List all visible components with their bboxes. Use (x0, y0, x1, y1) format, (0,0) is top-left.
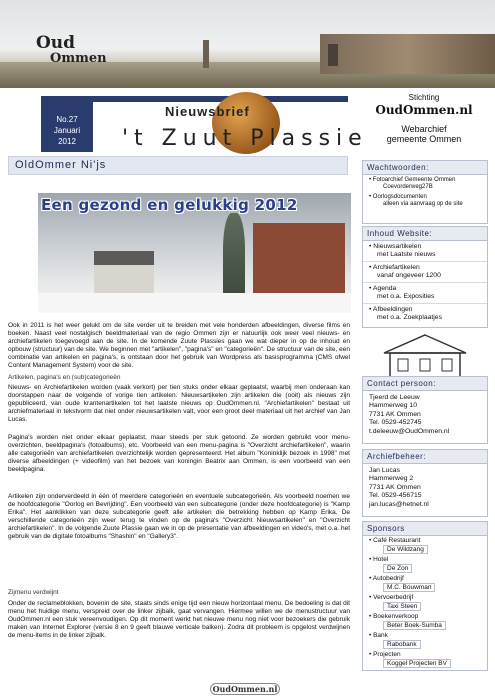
sponsor-item[interactable]: • Boekenverkoop Beter Boek-Sumba (363, 612, 487, 631)
sidebar-site-name[interactable]: OudOmmen.nl (375, 103, 473, 117)
sponsor-name: Beter Boek-Sumba (383, 621, 446, 631)
archive-manager-details (363, 464, 487, 512)
sponsor-category: Bank (373, 632, 388, 639)
logo-line-1: Oud (36, 33, 76, 53)
sponsor-name: De Wildzang (383, 545, 428, 555)
article-paragraph-2: Nieuws- en Archiefartikelen worden (vaak verkort) per tien stuks onder elkaar geplaatst, waarbij men onderaan kan doorstappen naar de volgende of vorige tien artikelen. Nieuwsartikelen zijn artikelen die (ooit) als nieuws zijn gepubliceerd, van oude krantenartikelen tot het laatste nieuws op OudOmmen.nl. "Archiefartikelen" bestaat uit archiefmateriaal in tekstvorm dat niet onder nieuwsartikelen valt, voor een groot deel materiaal uit het archief van Jan Lucas. (8, 384, 350, 423)
contact-email-link[interactable]: jan.lucas@hetnet.nl (369, 500, 429, 508)
article-paragraph-1: Ook in 2011 is het weer gelukt om de site verder uit te breiden met vele honderden afbeeldingen, diverse films en boeken. Naast veel nostalgisch beeldmateriaal van de regio Ommen zijn er natuurlijk ook weer veel nieuws- en archiefartikelen toegevoegd aan de site. In de komende Zuute Plassies gaan we wat dieper in op de inhoud en opbouw (structuur) van de site. We beginnen met "artikelen", "pagina's" en "categorieën". De structuur van de site, een combinatie van artikelen en pagina's, is ontstaan door het gebruik van Wordpress als basisprogramma (CMS ofwel Content Management System) voor de site. (8, 322, 350, 369)
banner-windmill (328, 44, 338, 66)
sponsor-category: Boekenverkoop (373, 613, 419, 620)
nav-item-afbeeldingen[interactable]: • Afbeeldingen met o.a. Zoekplaatjes (363, 304, 487, 324)
nav-item-sub: met o.a. Exposities (377, 293, 435, 300)
article-subheading-1: Artikelen, pagina's en (sub)categorieën (8, 374, 121, 381)
newsletter-label: Nieuwsbrief (165, 104, 250, 119)
password-item-label: Oorlogsdocumenten (372, 194, 427, 200)
contact-line: 7731 AK Ommen (369, 410, 421, 418)
contact-line: 7731 AK Ommen (369, 483, 421, 491)
nav-item-sub: met Laatste nieuws (377, 251, 436, 258)
webarchief-label: Webarchief (401, 124, 447, 134)
password-item[interactable]: • Fotoarchief Gemeente Ommen Coevorderweg27B (363, 175, 487, 192)
password-item-value: alleen via aanvraag op de site (383, 201, 463, 207)
oudommen-logo (36, 33, 107, 68)
nav-item-label: Nieuwsartikelen (373, 243, 422, 250)
banner-church-tower (203, 40, 209, 68)
issue-badge (41, 96, 93, 152)
sponsor-item[interactable]: • Projecten Koggel Projecten BV (363, 650, 487, 669)
newsletter-title: 't Zuut Plassie (122, 126, 368, 151)
contact-line: Tel. 0529-452745 (369, 419, 422, 427)
sponsor-item[interactable]: • Bank Rabobank (363, 631, 487, 650)
site-contents-title: Inhoud Website: (363, 227, 487, 241)
sponsor-category: Projecten (373, 651, 401, 658)
photo-building (253, 223, 345, 298)
password-item[interactable]: • Oorlogsdocumenten alleen via aanvraag op de site (363, 192, 487, 209)
sponsor-category: Vervoerbedrijf (373, 594, 414, 601)
nav-item-label: Afbeeldingen (372, 306, 413, 313)
section-title: OldOmmer Ni'js (15, 159, 107, 171)
sponsor-name: Rabobank (383, 640, 421, 650)
password-item-value: Coevorderweg27B (383, 184, 433, 190)
passwords-title: Wachtwoorden: (363, 161, 487, 175)
nav-item-sub: met o.a. Zoekplaatjes (377, 314, 442, 321)
article-subheading-2: Zijmenu verdwijnt (8, 589, 59, 596)
site-contents-box (362, 226, 488, 328)
section-header (8, 156, 348, 175)
sponsor-category: Hotel (373, 556, 389, 563)
building-icon (380, 333, 470, 381)
logo-line-2: Ommen (50, 51, 107, 66)
sponsor-item[interactable]: • Hotel De Zon (363, 555, 487, 574)
hero-headline: Een gezond en gelukkig 2012 (41, 196, 298, 214)
contact-line: Tel. 0529-456715 (369, 492, 422, 500)
contact-line: Hammerweg 10 (369, 402, 417, 410)
sponsor-item[interactable]: • Café Restaurant De Wildzang (363, 536, 487, 555)
nav-item-label: Agenda (372, 285, 397, 292)
sponsor-category: Café Restaurant (373, 537, 421, 544)
password-item-label: Fotoarchief Gemeente Ommen (372, 177, 456, 183)
contact-email-link[interactable]: t.deleeuw@OudOmmen.nl (369, 427, 450, 435)
sponsor-item[interactable]: • Autobedrijf M.C. Bouwman (363, 574, 487, 593)
hero-winter-photo (38, 193, 351, 313)
sponsors-title: Sponsors (363, 522, 487, 536)
gemeente-label: gemeente Ommen (386, 134, 462, 144)
sponsor-name: Koggel Projecten BV (383, 659, 451, 669)
contact-title: Contact persoon: (363, 377, 487, 391)
banner-trees (320, 34, 495, 74)
archive-manager-box (362, 449, 488, 517)
sponsor-name: M.C. Bouwman (383, 583, 435, 593)
nav-item-label: Archiefartikelen (372, 264, 420, 271)
photo-tree (223, 213, 245, 303)
passwords-box (362, 160, 488, 224)
nav-item-archiefartikelen[interactable]: • Archiefartikelen vanaf ongeveer 1200 (363, 262, 487, 283)
footer-logo[interactable]: OudOmmen.nl (210, 683, 280, 695)
sidebar-webarchief (360, 124, 488, 144)
contact-line: Tjeerd de Leeuw (369, 394, 420, 401)
issue-year: 2012 (58, 137, 76, 146)
sponsor-item[interactable]: • Vervoerbedrijf Taxi Steen (363, 593, 487, 612)
article-paragraph-3: Pagina's worden niet onder elkaar geplaatst, maar steeds per stuk getoond. Ze worden gebruikt voor menu-overzichten, beeldpagina's (fotoalbums), etc. Voorbeeld van een menu-pagina is "Overzicht archiefartikelen", waarin alle categorieën van archiefartikelen overzichtelijk worden gepresenteerd. Het album "Koninklijk bezoek in 1998" met diverse afbeeldingen (+ videofilm) van het bezoek van koningin Beatrix aan Ommen, is een voorbeeld van een beeldpagina. (8, 434, 350, 473)
archive-manager-title: Archiefbeheer: (363, 450, 487, 464)
nav-item-agenda[interactable]: • Agenda met o.a. Exposities (363, 283, 487, 304)
sponsor-category: Autobedrijf (372, 575, 404, 582)
sponsors-box (362, 521, 488, 671)
issue-month: Januari (53, 126, 81, 135)
sponsor-name: Taxi Steen (383, 602, 421, 612)
contact-line: Jan Lucas (369, 467, 400, 474)
issue-number: No.27 (56, 115, 78, 124)
contact-details (363, 391, 487, 439)
photo-snow (38, 293, 351, 313)
contact-box (362, 376, 488, 444)
sponsor-name: De Zon (383, 564, 412, 574)
contact-line: Hammerweg 2 (369, 475, 414, 483)
article-paragraph-5: Onder de reclameblokken, bovenin de site, staats sinds enige tijd een nieuw horizontaal menu. De bedoeling is dat dit menu het huidige menu, verspreid over de linker zijbalk, gaat vervangen. Hiermee willen we de menustructuur van OudOmmen.nl een stuk vereenvoudigen. Op dit moment werkt het nieuwe menu nog niet voor bezoekers die gebruik maken van Internet Explorer (versie 8 en 9 geeft blauwe verticale balken). Zodra dit probleem is opgelost verdwijnen de menu-items in de linker zijbalk. (8, 600, 350, 639)
nav-item-nieuwsartikelen[interactable]: • Nieuwsartikelen met Laatste nieuws (363, 241, 487, 262)
sidebar-stichting: Stichting (408, 93, 440, 102)
nav-item-sub: vanaf ongeveer 1200 (377, 272, 441, 279)
article-paragraph-4: Artikelen zijn onderverdeeld in één of meerdere categorieën en eventuele subcategorieën. Als voorbeeld noemen we de hoofdcategorie "Oorlog en Bevrijding". Een voorbeeld van een subcategorie (onder deze hoofdcategorie) is "Kamp Erika". Het aanklikken van deze subcategorie geeft alle artikelen die betrekking hebben op Kamp Erika. De verschillende categorieën zijn weer terug te vinden op de pagina's "Overzicht Nieuwsartikelen" en "Overzicht archiefartikelen". In de volgende Zuute Plassie gaan we in op de presentatie van afbeeldingen en video's, met o.a. het gebruik van de digitale fotoalbums "Shashin" en "Gallery3". (8, 493, 350, 540)
